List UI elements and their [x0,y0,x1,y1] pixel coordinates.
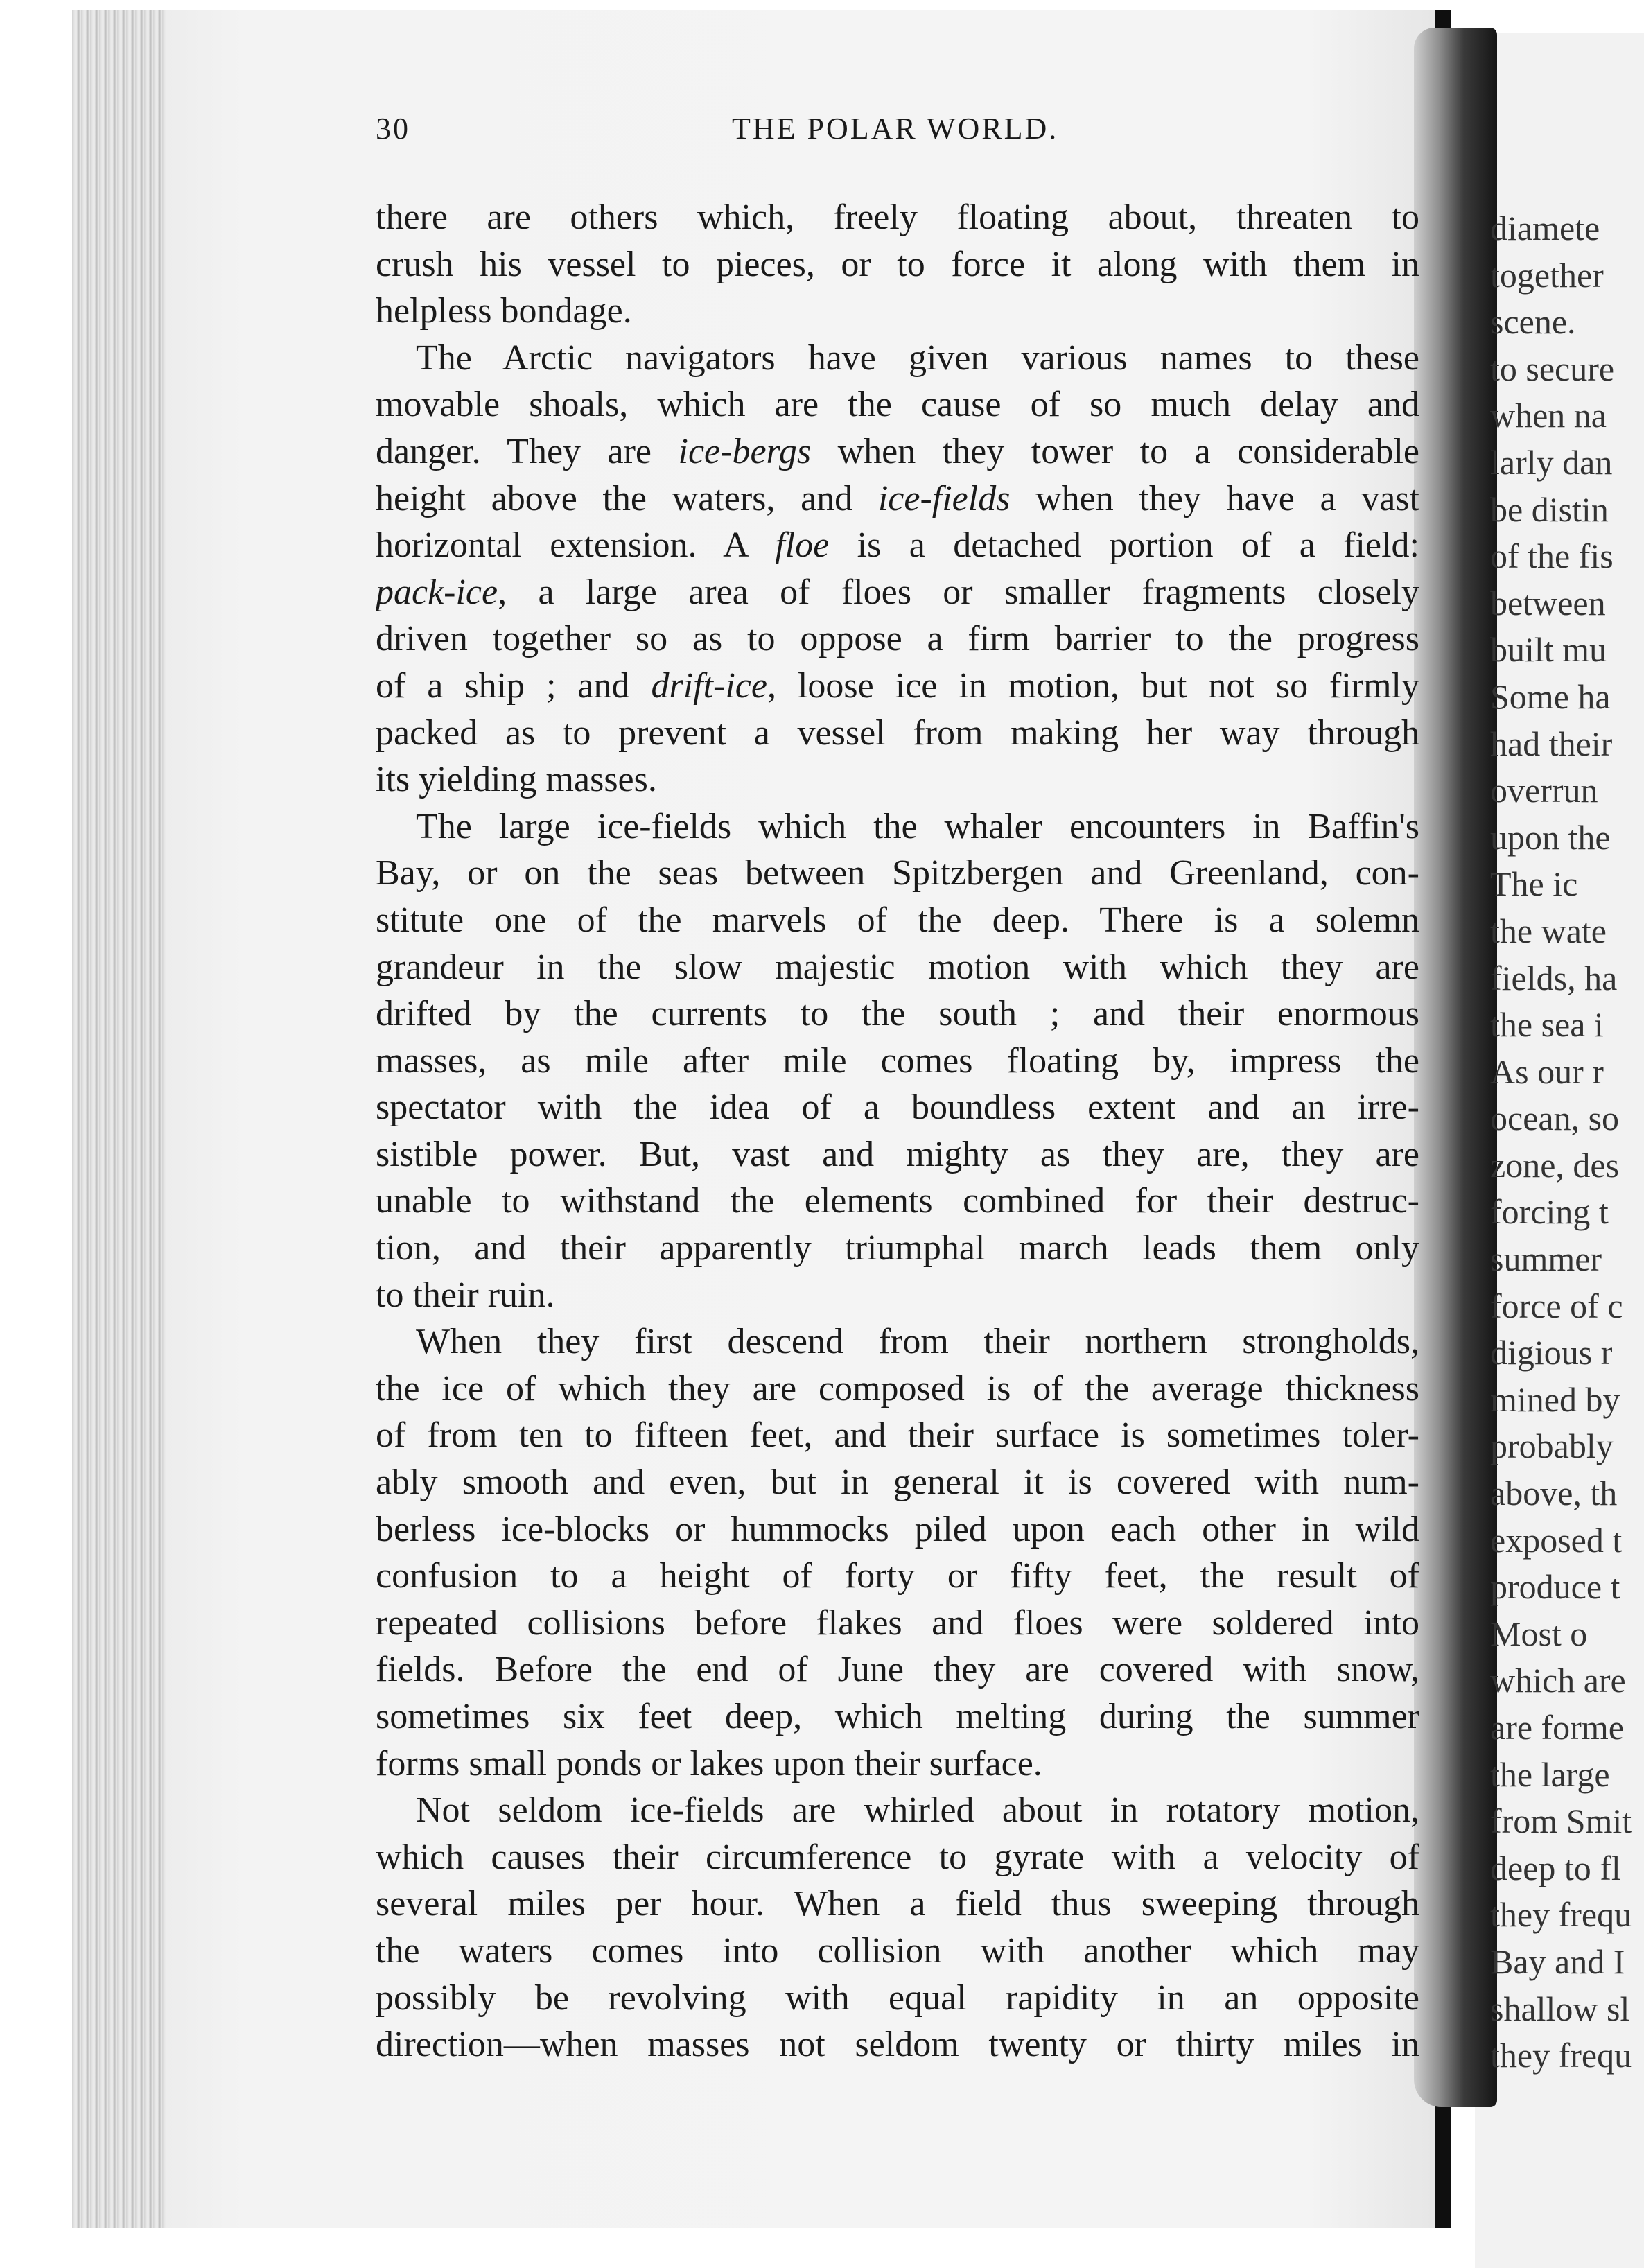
text-line: height above the waters, and ice-fields when they have a vast [376,478,1419,518]
right-page-line: of the fis [1490,537,1614,576]
right-page-line: force of c [1490,1286,1623,1325]
running-head: THE POLAR WORLD. [732,112,1059,146]
text-line: movable shoals, which are the cause of so much delay and [376,385,1419,425]
text-line: of from ten to fifteen feet, and their surface is sometimes toler- [376,1415,1419,1456]
right-page-line: As our r [1490,1052,1604,1091]
text-line: Bay, or on the seas between Spitzbergen and Greenland, con- [376,853,1419,893]
text-line: The Arctic navigators have given various names to these [416,338,1419,378]
page-stack-edges [72,10,176,2228]
right-page-line: fields, ha [1490,958,1618,997]
right-page-line: from Smit [1490,1802,1632,1841]
text-line: sistible power. But, vast and mighty as they are, they are [376,1134,1419,1174]
scan-margin [0,0,72,2268]
text-line: which causes their circumference to gyrate with a velocity of [376,1837,1419,1877]
text-line: its yielding masses. [376,760,657,800]
right-page-line: the sea i [1490,1005,1604,1045]
text-line: fields. Before the end of June they are covered with snow, [376,1650,1419,1690]
right-page-line: are forme [1490,1708,1624,1747]
text-line: repeated collisions before flakes and floes were soldered into [376,1603,1419,1643]
right-page-line: the wate [1490,911,1607,950]
right-page-line: be distin [1490,489,1609,529]
right-page-line: produce t [1490,1567,1620,1607]
text-line: forms small ponds or lakes upon their surface. [376,1743,1042,1783]
right-page-line: between [1490,583,1606,622]
right-page-line: shallow sl [1490,1989,1630,2028]
text-line: ably smooth and even, but in general it is covered with num- [376,1463,1419,1503]
right-page-line: probably [1490,1427,1614,1466]
right-page-line: together [1490,255,1604,295]
right-page-line: had their [1490,724,1613,763]
text-line: tion, and their apparently triumphal march leads them only [376,1228,1419,1268]
right-page-line: to secure [1490,349,1615,388]
text-line: berless ice-blocks or hummocks piled upon each other in wild [376,1509,1419,1549]
text-line: stitute one of the marvels of the deep. There is a solemn [376,900,1419,940]
right-page-line: The ic [1490,864,1578,904]
text-line: packed as to prevent a vessel from making her way through [376,713,1419,753]
text-line: driven together so as to oppose a firm barrier to the progress [376,619,1419,659]
page-header [376,111,1419,159]
right-page-line: forcing t [1490,1192,1609,1232]
right-page-line: diamete [1490,209,1600,247]
text-line: horizontal extension. A floe is a detached portion of a field: [376,525,1419,566]
text-line: spectator with the idea of a boundless extent and an irre- [376,1088,1419,1128]
right-page-line: digious r [1490,1333,1613,1372]
right-page-line: mined by [1490,1379,1620,1419]
right-page-line: overrun [1490,771,1598,810]
text-line: several miles per hour. When a field thus sweeping through [376,1884,1419,1924]
text-line: When they first descend from their northern strongholds, [416,1322,1419,1362]
text-line: confusion to a height of forty or fifty feet, the result of [376,1556,1419,1596]
right-page-line: above, th [1490,1474,1618,1513]
right-page-line: larly dan [1490,442,1613,482]
book-gutter [1414,28,1497,2107]
text-line: helpless bondage. [376,291,632,331]
text-line: to their ruin. [376,1275,555,1315]
right-page-line: Some ha [1490,677,1611,716]
text-line: The large ice-fields which the whaler encounters in Baffin's [416,806,1419,846]
right-page-line: which are [1490,1661,1626,1700]
right-page-line: summer [1490,1239,1602,1279]
page-number: 30 [376,112,410,146]
text-line: the waters comes into collision with another which may [376,1930,1419,1971]
right-page-line: Bay and I [1490,1942,1625,1981]
right-page-line: exposed t [1490,1520,1623,1560]
text-line: unable to withstand the elements combined for their destruc- [376,1181,1419,1221]
text-line: masses, as mile after mile comes floating by, impress the [376,1040,1419,1081]
text-line: the ice of which they are composed is of the average thickness [376,1368,1419,1408]
right-page-line: ocean, so [1490,1099,1620,1138]
text-line: sometimes six feet deep, which melting during the summer [376,1697,1419,1736]
text-line: of a ship ; and drift-ice, loose ice in motion, but not so firmly [376,665,1419,706]
text-line: there are others which, freely floating about, threaten to [376,198,1419,237]
text-line: danger. They are ice-bergs when they tower to a considerable [376,431,1419,471]
right-page-line: deep to fl [1490,1848,1621,1887]
right-page-text [1490,205,1644,2079]
right-page-line: they frequ [1490,2036,1632,2075]
text-line: crush his vessel to pieces, or to force it along with them in [376,244,1419,284]
text-line: Not seldom ice-fields are whirled about in rotatory motion, [416,1790,1419,1831]
right-page-line: upon the [1490,817,1611,857]
text-line: direction—when masses not seldom twenty or thirty miles in [376,2025,1419,2065]
right-page-line: zone, des [1490,1145,1620,1185]
body-text [376,194,1419,2068]
right-page-line: the large [1490,1754,1610,1794]
right-page-line: when na [1490,396,1607,435]
right-page-line: built mu [1490,630,1607,670]
text-line: possibly be revolving with equal rapidity in an opposite [376,1978,1419,2018]
text-line: grandeur in the slow majestic motion with which they are [376,947,1419,987]
right-page-line: Most o [1490,1614,1588,1653]
text-line: drifted by the currents to the south ; and their enormous [376,994,1419,1034]
right-page-line: they frequ [1490,1895,1632,1935]
text-line: pack-ice, a large area of floes or smaller fragments closely [376,572,1419,612]
right-page-line: scene. [1490,302,1576,342]
